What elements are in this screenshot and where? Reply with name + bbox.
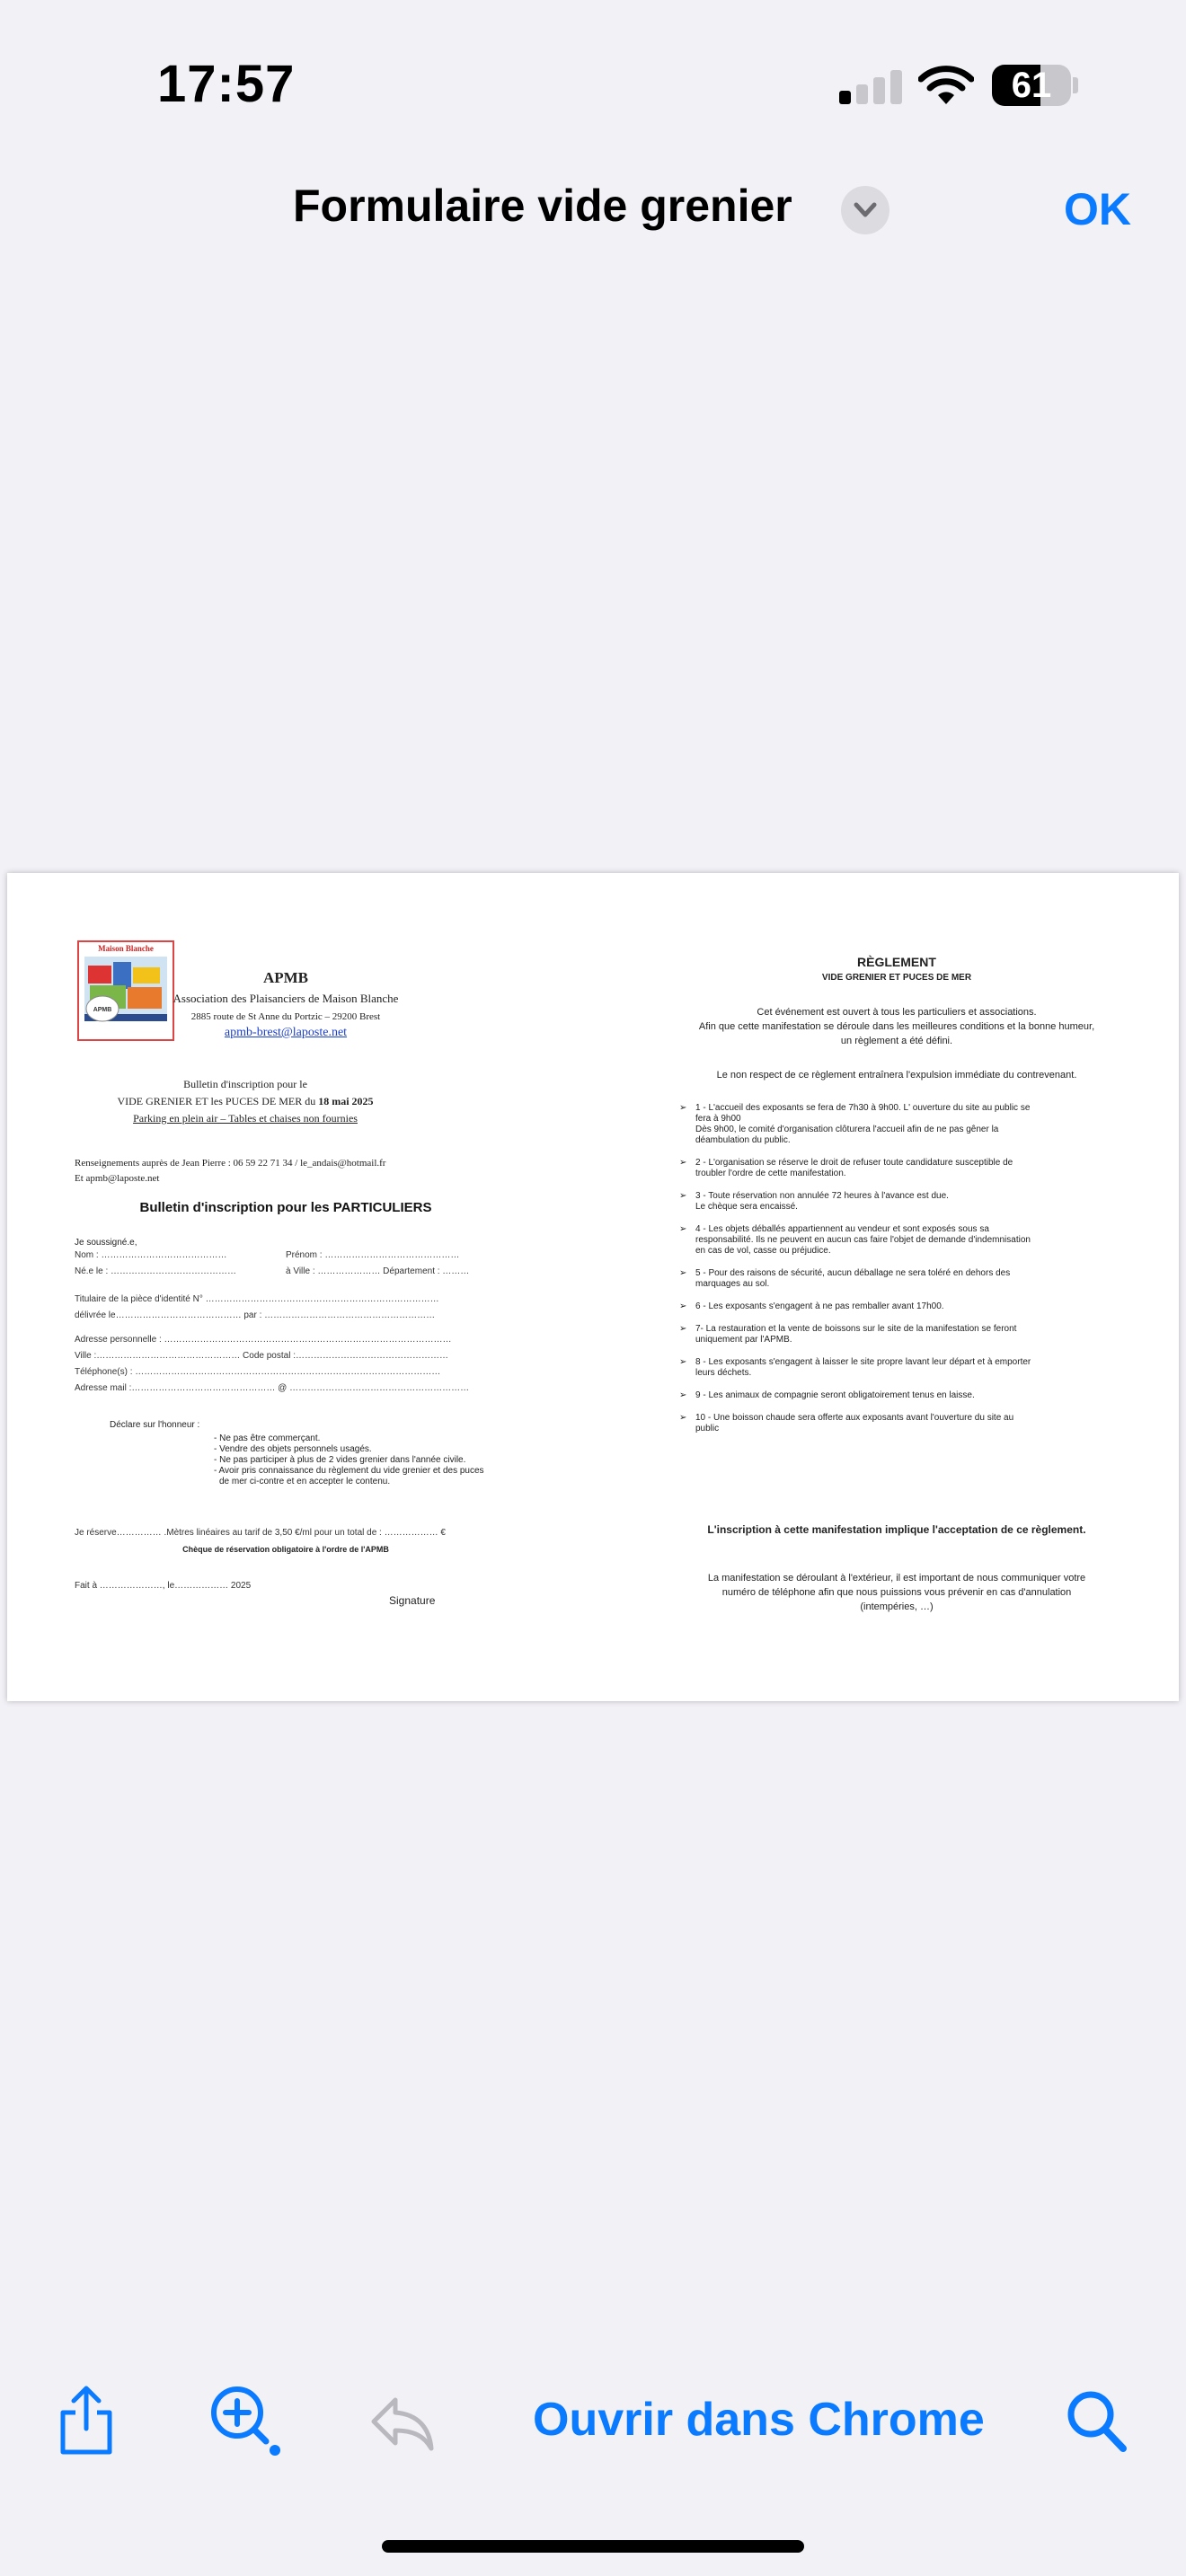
- rule-line: marquages au sol.: [695, 1279, 770, 1289]
- arrow-bullet-icon: ➢: [679, 1191, 687, 1201]
- cheque-note: Chèque de réservation obligatoire à l'ordre de l'APMB: [182, 1545, 389, 1554]
- ne-le-field[interactable]: Né.e le : ……………………………………: [75, 1266, 237, 1276]
- outro-3: (intempéries, …): [860, 1601, 934, 1612]
- open-in-chrome-button[interactable]: Ouvrir dans Chrome: [533, 2394, 985, 2446]
- rule-line: 10 - Une boisson chaude sera offerte aux exposants avant l'ouverture du site au: [695, 1413, 1014, 1423]
- rule-line: 5 - Pour des raisons de sécurité, aucun déballage ne sera toléré en dehors des: [695, 1268, 1011, 1278]
- rule-line: Dès 9h00, le comité d'organisation clôturera l'accueil afin de ne pas gêner la: [695, 1125, 999, 1134]
- arrow-bullet-icon: ➢: [679, 1357, 687, 1367]
- rule-line: public: [695, 1424, 720, 1434]
- reglement-warning: Le non respect de ce règlement entraînera l'expulsion immédiate du contrevenant.: [716, 1070, 1077, 1081]
- battery-level: 61: [1011, 66, 1052, 105]
- rule-line: responsabilité. Ils ne peuvent en aucun cas faire l'objet de demande d'indemnisation: [695, 1235, 1031, 1245]
- reservation-line[interactable]: Je réserve…………… .Mètres linéaires au tarif de 3,50 €/ml pour un total de : ……………… €: [75, 1528, 446, 1538]
- event-line: [61, 1095, 429, 1107]
- ville-field[interactable]: Ville :………………………………………… Code postal :……………………………………………: [75, 1351, 448, 1361]
- arrow-bullet-icon: ➢: [679, 1224, 687, 1234]
- contact-line-1: Renseignements auprès de Jean Pierre : 06 59 22 71 34 / le_andais@hotmail.fr: [75, 1158, 386, 1169]
- zoom-in-icon[interactable]: [207, 2382, 282, 2462]
- acceptance-note: L'inscription à cette manifestation implique l'acceptation de ce règlement.: [707, 1523, 1086, 1536]
- rule-item: [679, 1413, 1116, 1434]
- org-name: APMB: [262, 969, 309, 986]
- declarations-list: [214, 1434, 519, 1487]
- telephone-field[interactable]: Téléphone(s) : …………………………………………………………………………………………: [75, 1367, 441, 1377]
- rule-line: 3 - Toute réservation non annulée 72 heures à l'avance est due.: [695, 1191, 949, 1201]
- home-indicator: [382, 2540, 804, 2553]
- reglement-subtitle: VIDE GRENIER ET PUCES DE MER: [821, 973, 972, 983]
- rule-line: 2 - L'organisation se réserve le droit de refuser toute candidature susceptible de: [695, 1158, 1013, 1168]
- wifi-icon: [918, 65, 974, 106]
- rule-line: troubler l'ordre de cette manifestation.: [695, 1169, 846, 1178]
- event-date: 18 mai 2025: [318, 1095, 374, 1107]
- rule-line: leurs déchets.: [695, 1368, 752, 1378]
- declaration-item: - Avoir pris connaissance du règlement du vide grenier et des puces: [214, 1466, 484, 1476]
- rule-line: fera à 9h00: [695, 1114, 741, 1124]
- rule-item: [679, 1268, 1116, 1290]
- event-line-prefix: VIDE GRENIER ET les PUCES DE MER du: [117, 1095, 319, 1107]
- reglement-intro-2: Afin que cette manifestation se déroule dans les meilleures conditions et la bonne humeur,: [698, 1021, 1095, 1032]
- mail-field[interactable]: Adresse mail :………………………………………… @ ……………………………………………………: [75, 1383, 470, 1393]
- rule-line: 4 - Les objets déballés appartiennent au vendeur et sont exposés sous sa: [695, 1224, 989, 1234]
- declaration-item: - Vendre des objets personnels usagés.: [214, 1444, 372, 1454]
- prenom-field[interactable]: Prénom : ………………………………………: [286, 1250, 460, 1260]
- rule-line: Le chèque sera encaissé.: [695, 1202, 798, 1212]
- rule-line: déambulation du public.: [695, 1135, 791, 1145]
- cellular-signal-icon: [839, 68, 902, 104]
- search-icon[interactable]: [1066, 2389, 1128, 2458]
- delivree-field[interactable]: délivrée le…………………………………… par : …………………………………………………: [75, 1310, 436, 1320]
- signature-label: Signature: [389, 1594, 436, 1607]
- rule-line: 8 - Les exposants s'engagent à laisser le site propre lavant leur départ et à emporter: [695, 1357, 1031, 1367]
- arrow-bullet-icon: ➢: [679, 1324, 687, 1334]
- rule-item: [679, 1390, 1116, 1401]
- rule-line: 9 - Les animaux de compagnie seront obligatoirement tenus en laisse.: [695, 1390, 975, 1400]
- rule-line: 1 - L'accueil des exposants se fera de 7h30 à 9h00. L' ouverture du site au public se: [695, 1103, 1031, 1113]
- declare-label: Déclare sur l'honneur :: [110, 1420, 200, 1430]
- chevron-down-icon[interactable]: [841, 186, 890, 234]
- arrow-bullet-icon: ➢: [679, 1103, 687, 1113]
- rule-line: 6 - Les exposants s'engagent à ne pas remballer avant 17h00.: [695, 1301, 944, 1311]
- nom-field[interactable]: Nom : ……………………………………: [75, 1250, 227, 1260]
- rules-list: [679, 1103, 1116, 1446]
- declaration-item: de mer ci-contre et en accepter le contenu.: [219, 1477, 391, 1486]
- rule-item: [679, 1158, 1116, 1179]
- arrow-bullet-icon: ➢: [679, 1301, 687, 1311]
- rule-item: [679, 1301, 1116, 1312]
- share-icon[interactable]: [58, 2386, 115, 2460]
- form-heading: Bulletin d'inscription pour les PARTICULIERS: [139, 1200, 432, 1215]
- fait-a-field[interactable]: Fait à …………………, le……………… 2025: [75, 1581, 252, 1591]
- reglement-title: RÈGLEMENT: [857, 955, 936, 969]
- rule-item: [679, 1324, 1116, 1345]
- rule-line: uniquement par l'APMB.: [695, 1335, 792, 1345]
- bulletin-intro: Bulletin d'inscription pour le: [183, 1078, 307, 1090]
- rule-line: en cas de vol, casse ou préjudice.: [695, 1246, 831, 1256]
- svg-text:APMB: APMB: [93, 1007, 112, 1013]
- arrow-bullet-icon: ➢: [679, 1158, 687, 1168]
- outro-2: numéro de téléphone afin que nous puissions vous prévenir en cas d'annulation: [721, 1587, 1072, 1598]
- battery-icon: [992, 65, 1071, 106]
- arrow-bullet-icon: ➢: [679, 1413, 687, 1423]
- reply-icon[interactable]: [368, 2395, 437, 2457]
- org-full-name: Association des Plaisanciers de Maison Blanche: [173, 992, 399, 1005]
- org-email-link[interactable]: apmb-brest@laposte.net: [224, 1026, 348, 1039]
- reglement-intro-3: un règlement a été défini.: [840, 1036, 953, 1046]
- document-title[interactable]: Formulaire vide grenier: [293, 181, 792, 231]
- rule-item: [679, 1224, 1116, 1257]
- battery-tip: [1073, 77, 1078, 93]
- ok-button[interactable]: OK: [1064, 184, 1131, 234]
- arrow-bullet-icon: ➢: [679, 1268, 687, 1278]
- arrow-bullet-icon: ➢: [679, 1390, 687, 1400]
- outro-1: La manifestation se déroulant à l'extérieur, il est important de nous communiquer votre: [707, 1573, 1086, 1584]
- ville-naissance-field[interactable]: à Ville : ………………… Département : ………: [286, 1266, 470, 1276]
- status-time: 17:57: [157, 55, 296, 113]
- contact-line-2: Et apmb@laposte.net: [75, 1173, 160, 1184]
- rule-line: 7- La restauration et la vente de boissons sur le site de la manifestation se feront: [695, 1324, 1017, 1334]
- piece-identite-field[interactable]: Titulaire de la pièce d'identité N° ……………………………………………………………………: [75, 1294, 439, 1304]
- rule-item: [679, 1103, 1116, 1146]
- org-address: 2885 route de St Anne du Portzic – 29200 Brest: [190, 1011, 381, 1022]
- parking-note: Parking en plein air – Tables et chaises non fournies: [133, 1112, 358, 1125]
- rule-item: [679, 1191, 1116, 1213]
- reglement-intro-1: Cet événement est ouvert à tous les particuliers et associations.: [757, 1007, 1037, 1018]
- logo-caption: Maison Blanche: [98, 944, 154, 953]
- document-page[interactable]: [7, 873, 1179, 1701]
- adresse-field[interactable]: Adresse personnelle : ……………………………………………………………………………………: [75, 1335, 452, 1345]
- rule-item: [679, 1357, 1116, 1379]
- declaration-item: - Ne pas être commerçant.: [214, 1434, 321, 1443]
- declaration-item: - Ne pas participer à plus de 2 vides grenier dans l'année civile.: [214, 1455, 466, 1465]
- je-soussigne: Je soussigné.e,: [75, 1238, 137, 1248]
